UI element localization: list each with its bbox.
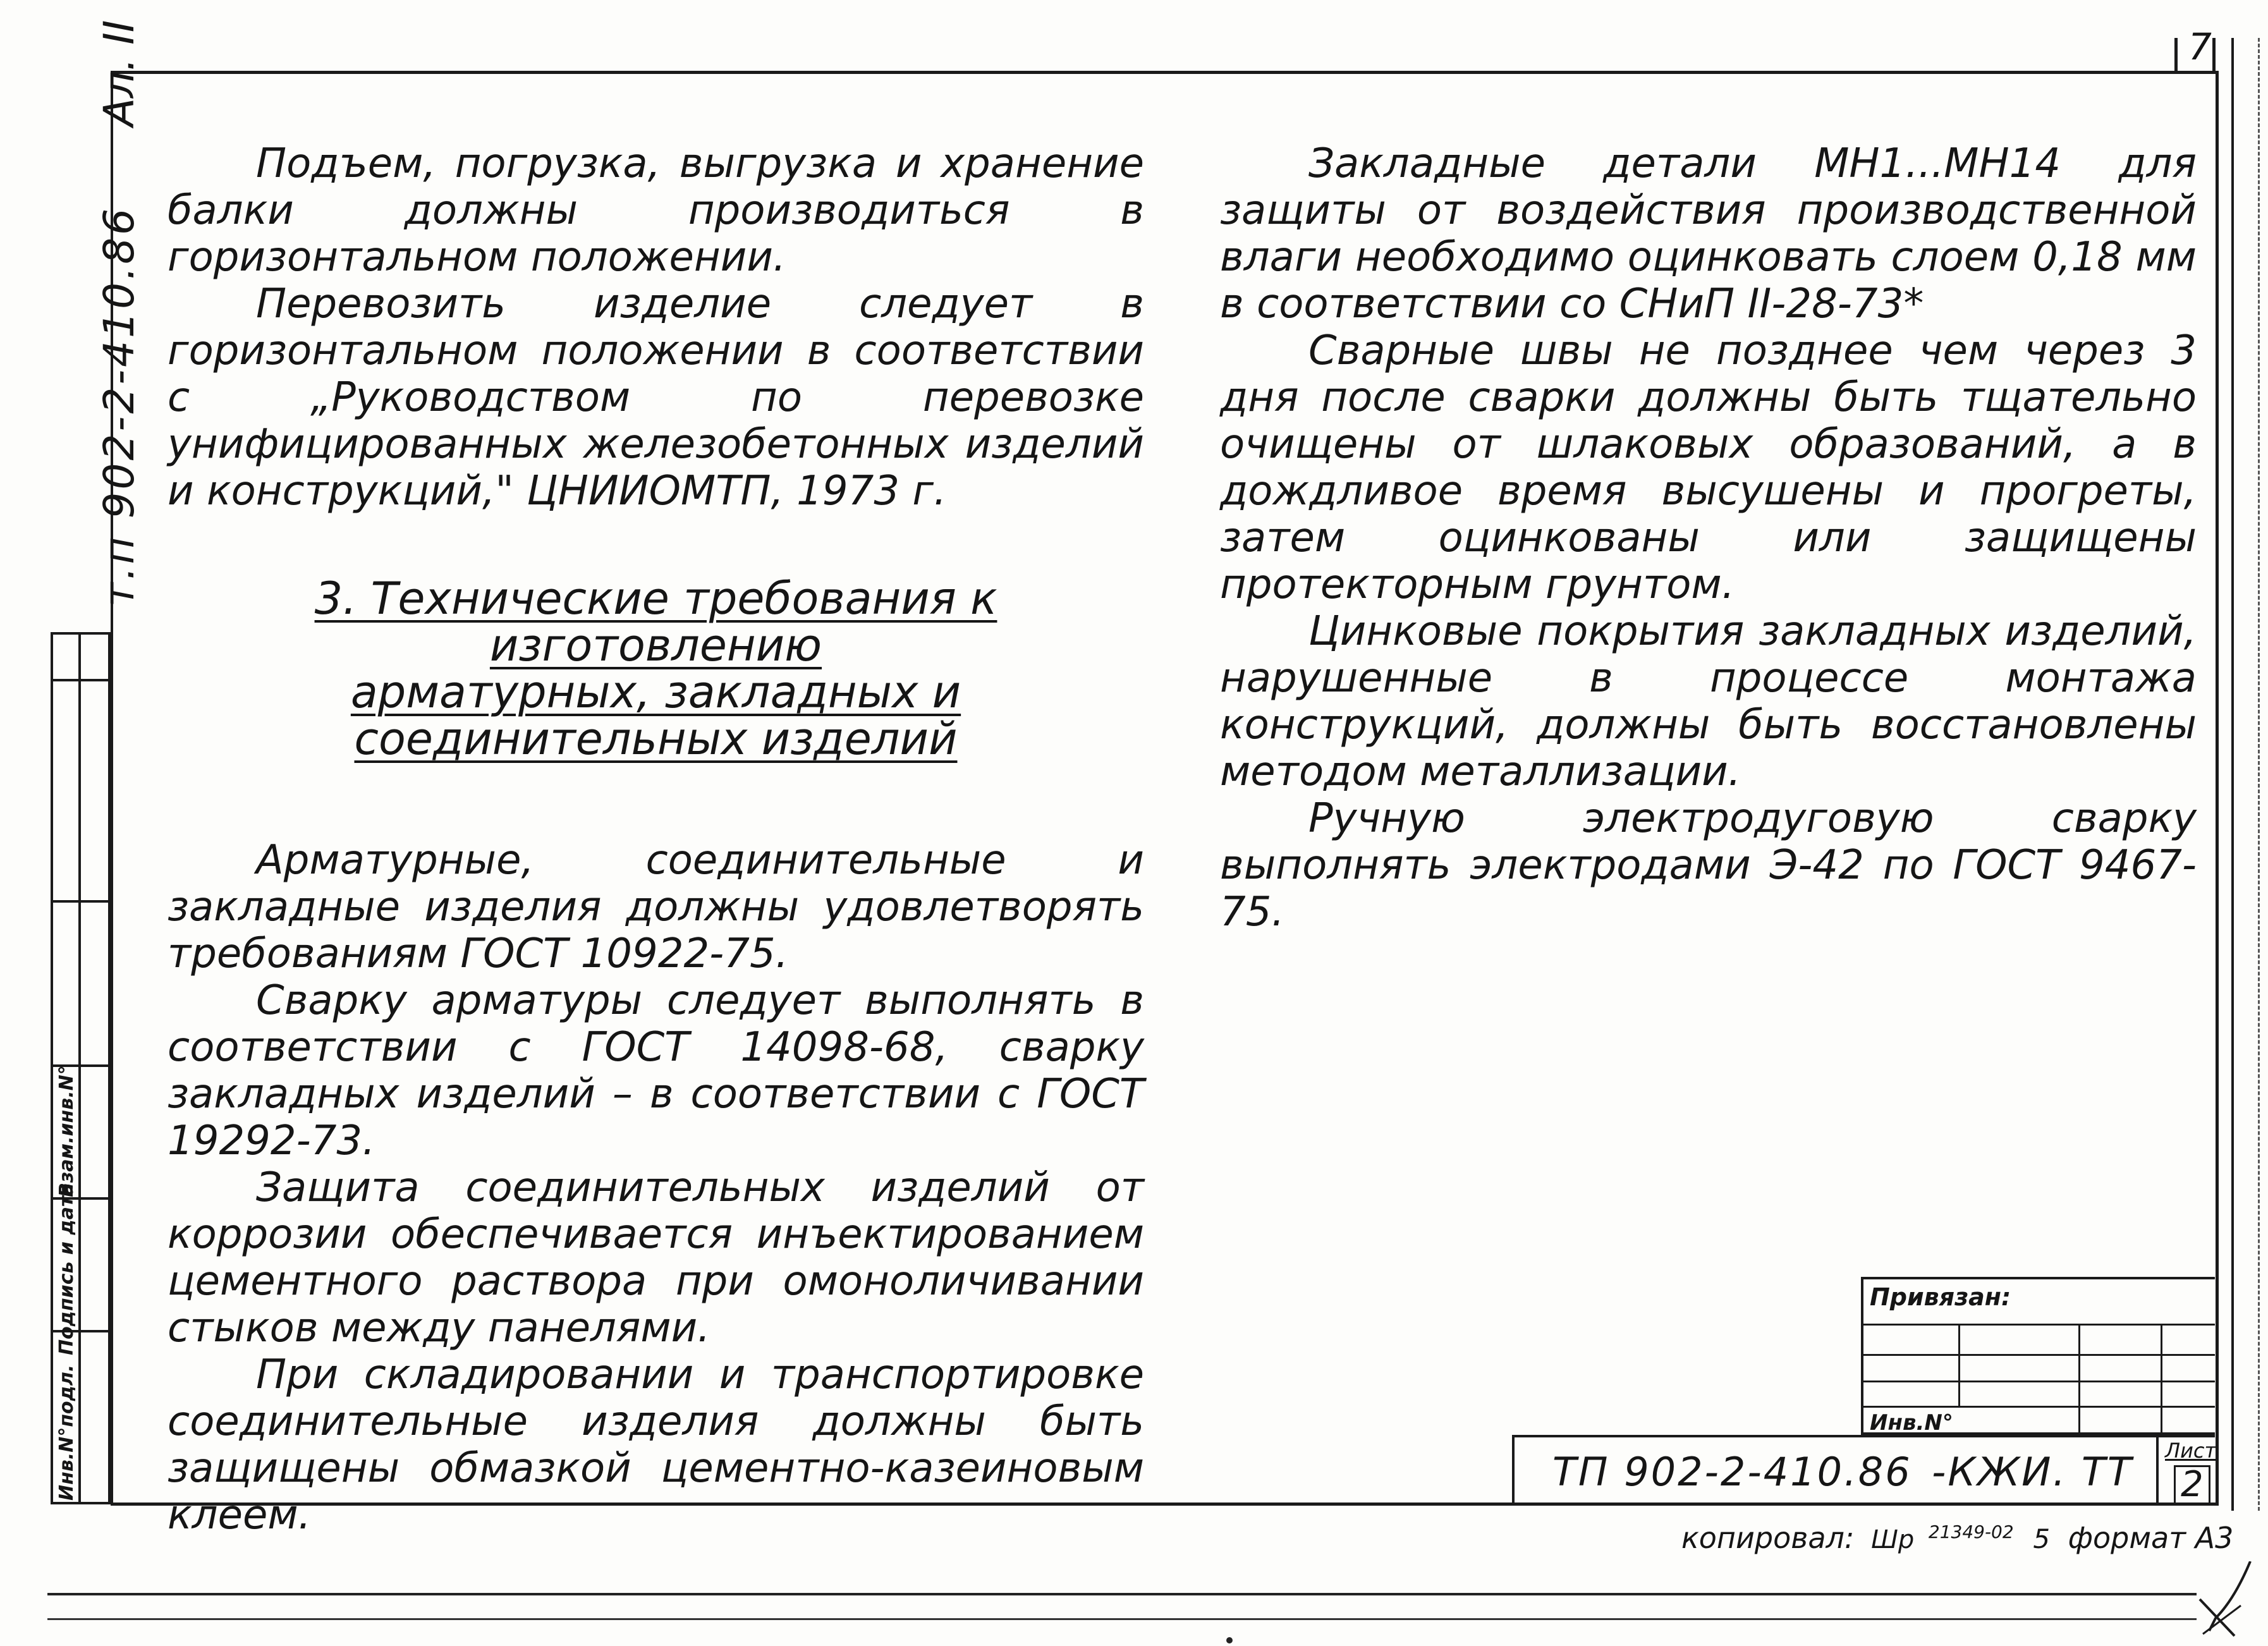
paragraph: Закладные детали МН1...МН14 для защиты от воздействия производственной влаги необходимо оцинковать слоем 0,18 мм в соответствии со СНиП II-28-73* [1220, 140, 2197, 327]
paragraph: Сварку арматуры следует выполнять в соответствии с ГОСТ 14098-68, сварку закладных изделий – в соответствии с ГОСТ 19292-73. [168, 977, 1144, 1164]
heading-line: арматурных, закладных и [350, 666, 961, 718]
inv-label: Инв.N° [1870, 1410, 1953, 1436]
frame-tick [2212, 38, 2216, 73]
vertical-code: т.п 902-2-410.86 [95, 205, 143, 607]
title-block-main [1512, 1435, 2215, 1506]
project-code: ТП 902-2-410.86 [1552, 1449, 1912, 1495]
frame-tick [2174, 38, 2178, 73]
privyazan-label: Привязан: [1870, 1283, 2011, 1311]
strip-divider [53, 679, 108, 681]
right-text-column [1220, 140, 2197, 936]
margin-stamp-strip [51, 632, 111, 1504]
paragraph: При складировании и транспортировке соединительные изделия должны быть защищены обмазкой цементно-казеиновым клеем. [168, 1351, 1144, 1539]
corner-number: 7 [2188, 25, 2212, 68]
paragraph: Перевозить изделие следует в горизонтальном положении в соответствии с „Руководством по перевозке унифицированных железобетонных изделий и конструкций," ЦНИИОМТП, 1973 г. [168, 281, 1144, 515]
sheet-label: Лист [2165, 1439, 2217, 1463]
strip-label-signature-date: Подпись и дата [56, 1183, 78, 1355]
paragraph: Ручную электродуговую сварку выполнять электродами Э-42 по ГОСТ 9467-75. [1220, 795, 2197, 936]
paragraph: Цинковые покрытия закладных изделий, нарушенные в процессе монтажа конструкций, должны быть восстановлены методом металлизации. [1220, 608, 2197, 795]
paragraph: Подъем, погрузка, выгрузка и хранение балки должны производиться в горизонтальном положении. [168, 140, 1144, 281]
title-block-grid [1861, 1277, 2215, 1435]
grid-col-line [2161, 1324, 2162, 1435]
format-label: формат А3 [2068, 1521, 2234, 1555]
left-text-column [168, 140, 1144, 1539]
bottom-rule [47, 1593, 2197, 1595]
strip-column-divider [78, 635, 81, 1502]
heading-line: 3. Технические требования к изготовлению [314, 573, 997, 671]
copied-signature: Шр [1871, 1525, 1915, 1554]
paragraph: Защита соединительных изделий от коррозии обеспечивается инъектированием цементного раствора при омоноличивании стыков между панелями. [168, 1164, 1144, 1351]
ref-label: Ал. II [95, 20, 143, 126]
paragraph: Сварные швы не позднее чем через 3 дня после сварки должны быть тщательно очищены от шлаковых образований, а в дождливое время высушены и прогреты, затем оцинкованы или защищены протекторным грунтом. [1220, 327, 2197, 608]
sheet-number: 2 [2174, 1465, 2210, 1504]
copied-number: 21349-02 [1928, 1521, 2014, 1542]
section-heading [168, 573, 1144, 765]
paragraph: Арматурные, соединительные и закладные изделия должны удовлетворять требованиям ГОСТ 10922-75. [168, 837, 1144, 977]
bottom-rule [47, 1618, 2197, 1620]
right-edge-line [2231, 38, 2234, 1511]
cut-mark-icon [2197, 1561, 2253, 1637]
copied-by-row [1681, 1521, 2233, 1555]
center-mark [1226, 1637, 1233, 1643]
strip-label-vzam-inv: Взам.инв.N° [56, 1065, 78, 1197]
right-dashed-line [2258, 38, 2260, 1511]
grid-col-line [1958, 1324, 1960, 1406]
grid-col-line [2078, 1324, 2080, 1435]
copied-label: копировал: [1681, 1521, 1855, 1555]
heading-line: соединительных изделий [354, 713, 958, 765]
drawing-mark: -КЖИ. ТТ [1932, 1449, 2133, 1495]
copied-s: 5 [2033, 1523, 2051, 1554]
strip-divider [53, 900, 108, 903]
sheet-cell [2156, 1437, 2220, 1506]
strip-label-inv-podl: Инв.N°подл. [56, 1364, 78, 1501]
